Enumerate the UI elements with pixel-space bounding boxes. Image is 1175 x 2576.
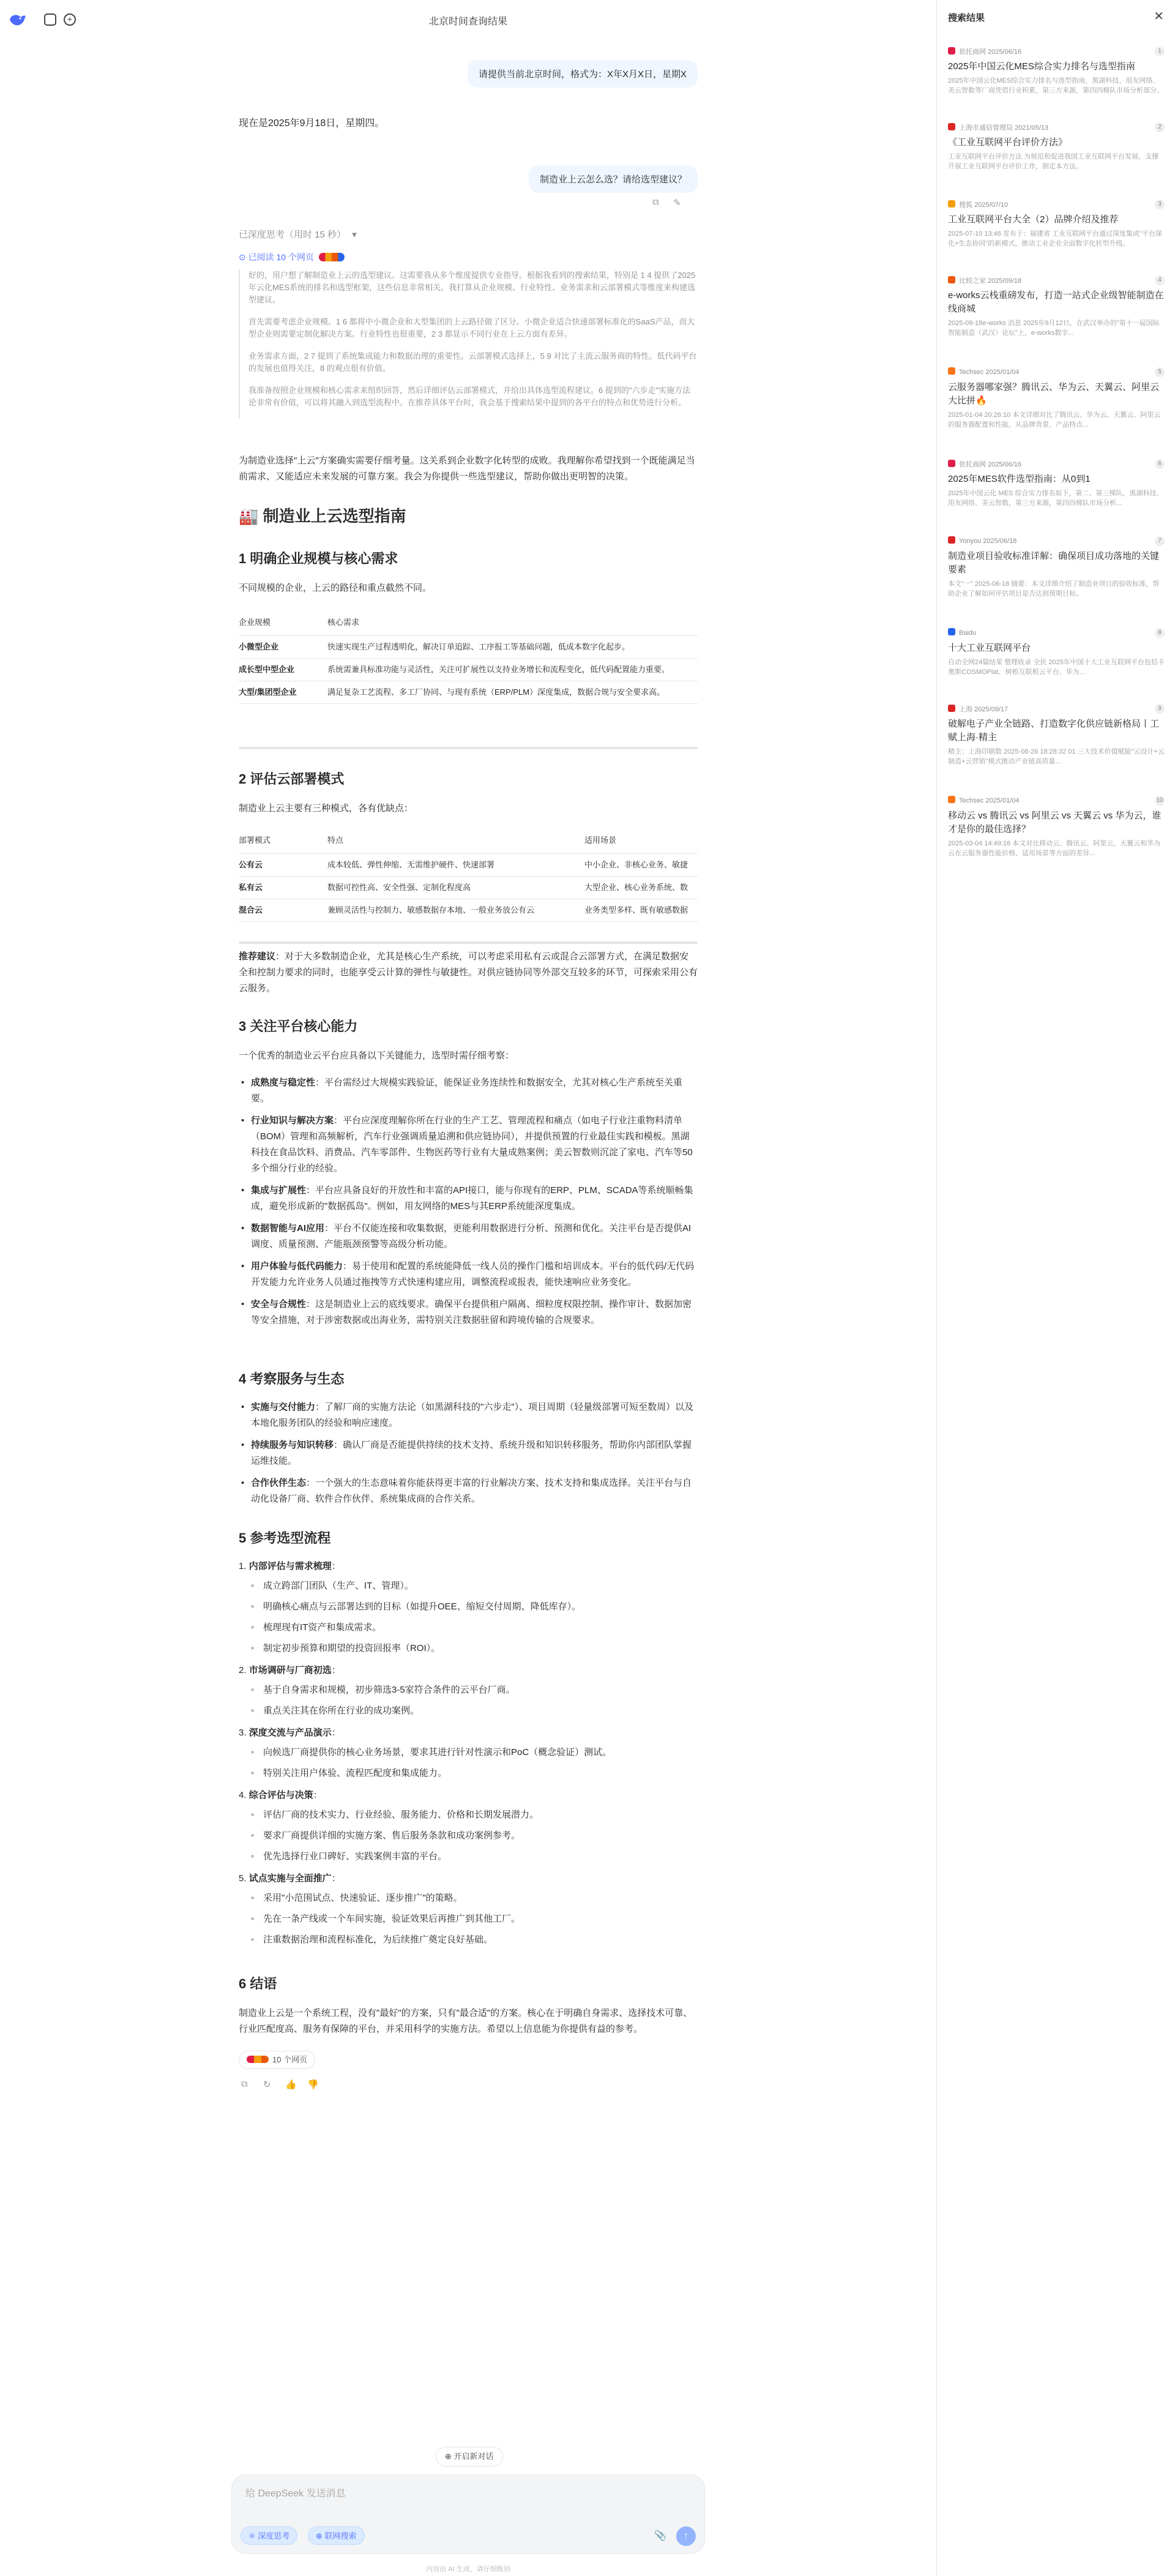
step-label: 试点实施与全面推广 — [248, 1873, 332, 1884]
step-item: 2. 市场调研与厂商初选： ◦ 基于自身需求和规模，初步筛选3-5家符合条件的云平台厂商。 ◦ 重点关注其在你所在行业的成功案例。 — [239, 1663, 698, 1719]
site-favicon-icon — [948, 276, 955, 283]
table-cell: 小微型企业 — [239, 636, 327, 659]
result-date: 2025/01/04 — [985, 797, 1020, 804]
result-source: Baidu — [959, 629, 977, 637]
section-intro: 不同规模的企业，上云的路径和重点截然不同。 — [239, 583, 432, 593]
result-title[interactable]: 2025年中国云化MES综合实力排名与选型指南 — [948, 61, 1135, 72]
list-item: ◦ 基于自身需求和规模，初步筛选3-5家符合条件的云平台厂商。 — [239, 1682, 698, 1698]
service-list — [239, 1399, 698, 1507]
table-cell: 成长型中型企业 — [239, 659, 327, 681]
result-date: 2025/06/16 — [988, 461, 1022, 468]
thumbs-up-icon[interactable]: 👍 — [285, 2080, 297, 2090]
process-steps — [239, 1559, 698, 1948]
item-bold: 合作伙伴生态 — [251, 1478, 307, 1488]
table-cell: 大型/集团型企业 — [239, 681, 327, 704]
result-number: 7 — [1155, 536, 1165, 546]
result-number: 4 — [1155, 275, 1165, 285]
message-composer — [231, 2474, 705, 2554]
result-number: 2 — [1155, 122, 1165, 132]
site-favicon-icon — [948, 200, 955, 208]
table-header: 部署模式 — [239, 828, 327, 854]
result-title[interactable]: 制造业项目验收标准详解：确保项目成功落地的关键要素 — [948, 551, 1160, 575]
table-header: 企业规模 — [239, 610, 327, 636]
result-snippet: 自动全网24篇结果 整理收录 全民 2025年中国十大工业互联网平台包括卡奥斯COSMOPlat、树根互联根云平台、华为... — [948, 659, 1165, 676]
result-snippet: 2025-01-04 20:26:10 本文详细对比了腾讯云、华为云、天翼云、阿里云的服务器配置和性能，从品牌背景、产品特点... — [948, 411, 1161, 429]
search-summary[interactable] — [239, 251, 345, 263]
table-cell: 公有云 — [239, 854, 327, 877]
paperclip-icon[interactable]: 📎 — [654, 2531, 666, 2541]
search-results-panel — [936, 0, 1175, 2576]
table-row — [239, 659, 698, 681]
table-cell: 私有云 — [239, 877, 327, 899]
table-cell: 混合云 — [239, 899, 327, 922]
regenerate-icon[interactable]: ↻ — [263, 2080, 271, 2090]
result-number: 8 — [1155, 628, 1165, 638]
result-source: 依托商网 — [959, 461, 986, 468]
result-meta — [948, 122, 1165, 132]
web-sources-label: 10 个网页 — [272, 2055, 308, 2064]
section-heading: 2 评估云部署模式 — [239, 771, 345, 787]
result-title[interactable]: 工业互联网平台大全（2）品牌介绍及推荐 — [948, 214, 1119, 225]
copy-icon[interactable]: ⧉ — [652, 197, 659, 208]
site-favicon-icon — [948, 123, 955, 130]
thinking-paragraph: 首先需要考虑企业规模。1 6 都将中小微企业和大型集团的上云路径做了区分。小微企业适合快速部署标准化的SaaS产品，而大型企业则需要定制化解决方案。行业特性也很重要，2 3 都显示不同行业在上云方面有差异。 — [248, 317, 695, 339]
search-result[interactable] — [948, 200, 1165, 249]
item-text: ：平台应具备良好的开放性和丰富的API接口，能与你现有的ERP、PLM、SCADA等系统顺畅集成，避免形成新的"数据孤岛"。例如，用友网络的MES与其ERP系统能深度集成。 — [251, 1185, 693, 1211]
result-meta — [948, 628, 1165, 638]
globe-icon: ⊕ — [316, 2531, 325, 2540]
edit-icon[interactable]: ✎ — [673, 198, 681, 208]
conversation-title: 北京时间查询结果 — [428, 17, 507, 27]
answer-intro: 为制造业选择"上云"方案确实需要仔细考量。这关系到企业数字化转型的成败。我理解你希望找到一个既能满足当前需求、又能适应未来发展的可靠方案。我会为你提供一些选型建议，帮助你做出更明智的决策。 — [239, 455, 695, 482]
recommendation — [239, 949, 698, 997]
step-label: 综合评估与决策 — [248, 1790, 313, 1800]
result-meta — [948, 367, 1165, 377]
section-heading: 6 结语 — [239, 1976, 277, 1991]
list-item: ◦ 采用"小范围试点、快速验证、逐步推广"的策略。 — [239, 1890, 698, 1906]
list-item: ◦ 重点关注其在你所在行业的成功案例。 — [239, 1703, 698, 1719]
result-title[interactable]: 云服务器哪家强？腾讯云、华为云、天翼云、阿里云大比拼🔥 — [948, 382, 1160, 406]
recommendation-text: ：对于大多数制造企业，尤其是核心生产系统，可以考虑采用私有云或混合云部署方式，在满足数据安全和控制力要求的同时，也能享受云计算的弹性与敏捷性。对供应链协同等外部交互较多的环节，可探索采用公有云服务。 — [239, 951, 698, 994]
table-cell: 成本较低、弹性伸缩、无需维护硬件、快速部署 — [327, 854, 584, 877]
table-cell: 快速实现生产过程透明化，解决订单追踪、工序报工等基础问题，低成本数字化起步。 — [327, 636, 698, 659]
item-text: ：平台不仅能连接和收集数据，更能利用数据进行分析、预测和优化。关注平台是否提供AI调度、质量预测、产能瓶颈预警等高级分析功能。 — [251, 1223, 692, 1249]
result-date: 2025/09/17 — [974, 706, 1009, 713]
item-bold: 集成与扩展性 — [251, 1185, 307, 1196]
web-search-toggle[interactable] — [308, 2526, 365, 2545]
deployment-table — [239, 828, 698, 922]
copy-icon[interactable]: ⧉ — [241, 2079, 248, 2089]
arrow-up-icon: ↑ — [684, 2531, 688, 2541]
source-favicons-icon — [247, 2056, 269, 2063]
list-item — [239, 1297, 698, 1328]
service-list-wrap — [239, 1399, 698, 1513]
list-item: ◦ 评估厂商的技术实力、行业经验、服务能力、价格和长期发展潜力。 — [239, 1807, 698, 1823]
item-text: ：平台需经过大规模实践验证，能保证业务连续性和数据安全，尤其对核心生产系统至关重要。 — [251, 1077, 683, 1104]
top-bar — [0, 0, 936, 39]
search-label: 已阅读 10 个网页 — [248, 252, 314, 262]
thinking-paragraph: 业务需求方面，2 7 提到了系统集成能力和数据治理的重要性。云部署模式选择上，5 9 对比了主流云服务商的特性。低代码平台的发展也值得关注，8 的观点很有价值。 — [248, 351, 697, 373]
result-meta — [948, 536, 1165, 546]
result-source: Techsec — [959, 797, 984, 804]
list-item: ◦ 梳理现有IT资产和集成需求。 — [239, 1620, 698, 1636]
result-number: 1 — [1155, 47, 1165, 56]
table-cell: 大型企业、核心业务系统、数 — [584, 877, 698, 899]
new-chat-icon: ⊕ — [445, 2452, 454, 2461]
item-bold: 用户体验与低代码能力 — [251, 1261, 343, 1271]
result-source: 搜狐 — [959, 201, 972, 209]
result-source: 上海市通信管理局 — [959, 124, 1013, 132]
result-meta — [948, 200, 1165, 209]
table-row — [239, 899, 698, 922]
result-source: 上海 — [959, 706, 972, 713]
search-result[interactable] — [948, 47, 1165, 95]
result-date: 2025/01/04 — [985, 369, 1020, 376]
capability-list — [239, 1075, 698, 1328]
section-heading: 5 参考选型流程 — [239, 1530, 331, 1546]
search-result[interactable] — [948, 796, 1165, 858]
site-favicon-icon — [948, 536, 955, 544]
site-favicon-icon — [948, 47, 955, 54]
result-date: 2021/05/13 — [1015, 124, 1049, 132]
item-text: ：一个强大的生态意味着你能获得更丰富的行业解决方案、技术支持和集成选择。关注平台与自动化设备厂商、软件合作伙伴、系统集成商的合作关系。 — [251, 1478, 692, 1504]
item-text: ：这是制造业上云的底线要求。确保平台提供租户隔离、细粒度权限控制、操作审计、数据加密等安全措施，对于涉密数据或出海业务，需特别关注数据驻留和跨境传输的合规要求。 — [251, 1299, 692, 1325]
search-result[interactable] — [948, 275, 1165, 338]
list-item — [239, 1113, 698, 1177]
table-cell: 兼顾灵活性与控制力、敏感数据存本地、一般业务放公有云 — [327, 899, 584, 922]
result-snippet: 2025-07-10 13:46 发布于：福建省 工业互联网平台通过深度集成"平台深化+生态协同"的新模式，推动工业企业全面数字化转型升级。 — [948, 230, 1162, 247]
table-cell: 满足复杂工艺流程、多工厂协同、与现有系统（ERP/PLM）深度集成，数据合规与安全要求高。 — [327, 681, 698, 704]
search-result[interactable] — [948, 536, 1165, 599]
table-header: 适用场景 — [584, 828, 698, 854]
item-bold: 持续服务与知识转移 — [251, 1440, 334, 1450]
search-icon: ⊙ — [239, 252, 248, 262]
table-cell: 数据可控性高、安全性强、定制化程度高 — [327, 877, 584, 899]
step-item: 1. 内部评估与需求梳理： ◦ 成立跨部门团队（生产、IT、管理）。 ◦ 明确核心痛点与云部署达到的目标（如提升OEE、缩短交付周期、降低库存）。 ◦ 梳理现有IT资产和集成需求。 ◦ 制定初步预算和期望的投资回报率（ROI）。 — [239, 1559, 698, 1657]
user-message: 请提供当前北京时间，格式为：X年X月X日，星期X — [468, 60, 698, 88]
table-scrollbar[interactable] — [239, 942, 698, 944]
result-number: 10 — [1155, 796, 1165, 806]
result-source: 比较之家 — [959, 277, 986, 285]
step-label: 内部评估与需求梳理 — [248, 1561, 332, 1571]
site-favicon-icon — [948, 367, 955, 375]
result-meta — [948, 796, 1165, 806]
site-favicon-icon — [948, 796, 955, 803]
deep-think-toggle[interactable] — [241, 2526, 297, 2545]
panel-title: 搜索结果 — [948, 13, 985, 23]
thinking-label: 已深度思考（用时 15 秒） — [239, 230, 346, 240]
search-result[interactable] — [948, 459, 1165, 508]
web-sources-button[interactable] — [239, 2051, 315, 2069]
site-favicon-icon — [948, 628, 955, 635]
table-row — [239, 636, 698, 659]
capability-list-wrap — [239, 1075, 698, 1335]
result-snippet: 本文"一" 2025-06-18 摘要：本文详细介绍了制造业项目的验收标准，帮助企业了解如何评估项目是否达到预期目标。 — [948, 580, 1160, 597]
list-item: ◦ 制定初步预算和期望的投资回报率（ROI）。 — [239, 1641, 698, 1657]
item-bold: 数据智能与AI应用 — [251, 1223, 325, 1234]
table-cell: 系统需兼具标准功能与灵活性，关注可扩展性以支持业务增长和流程变化，低代码配置能力重要。 — [327, 659, 698, 681]
result-snippet: 2025-03-04 14:49:16 本文对比移动云、腾讯云、阿里云、天翼云和华为云在云服务器性能价格、适用场景等方面的差异... — [948, 840, 1161, 857]
item-text: ：确认厂商是否能提供持续的技术支持、系统升级和知识转移服务，帮助你内部团队掌握运维技能。 — [251, 1440, 692, 1466]
chevron-down-icon: ▾ — [352, 230, 357, 240]
table-header: 特点 — [327, 828, 584, 854]
result-title[interactable]: e-works云栈重磅发布，打造一站式企业级智能制造在线商城 — [948, 290, 1164, 314]
user-message: 制造业上云怎么选？请给选型建议？ — [529, 165, 698, 193]
result-snippet: 工业互联网平台评价方法 为规范和促进我国工业互联网平台发展，支撑开展工业互联网平台评价工作，制定本方法。 — [948, 153, 1159, 170]
step-label: 市场调研与厂商初选 — [248, 1665, 332, 1676]
result-snippet: 2025-09-18e-works 消息 2025年9月12日，在武汉举办的"第十一届国际智能制造（武汉）论坛"上，e-works数字... — [948, 320, 1160, 337]
close-icon[interactable]: ✕ — [1154, 10, 1164, 23]
section-heading: 1 明确企业规模与核心需求 — [239, 551, 398, 566]
list-item — [239, 1475, 698, 1507]
item-text: ：平台应深度理解你所在行业的生产工艺、管理流程和痛点（如电子行业注重物料清单（BOM）管理和高频解析，汽车行业强调质量追溯和供应链协同），并提供预置的行业最佳实践和模板。黑湖科技在食品饮料、消费品、汽车零部件、生物医药等行业有大量成熟案例；美云智数则沉淀了家电、汽车等50多个细分行业的经验。 — [251, 1115, 693, 1174]
requirements-table — [239, 610, 698, 704]
result-title[interactable]: 十大工业互联网平台 — [948, 643, 1031, 653]
list-item: ◦ 注重数据治理和流程标准化，为后续推广奠定良好基础。 — [239, 1932, 698, 1948]
table-cell: 中小企业、非核心业务、敏捷 — [584, 854, 698, 877]
result-snippet: 2025年中国云化MES综合实力排名与选型指南，黑湖科技、用友网络、美云智数等厂商凭借行业积累，第三方来源，第四四梯队市场分析部分。 — [948, 77, 1163, 94]
list-item — [239, 1259, 698, 1290]
item-bold: 行业知识与解决方案 — [251, 1115, 334, 1126]
deployment-table-wrap — [239, 828, 698, 922]
result-snippet: 2025年中国云化 MES 综合实力排名如下，第二、第三梯队，黑湖科技、用友网络、美云智数，第三方来源，第四四梯队市场分析... — [948, 490, 1163, 507]
thinking-toggle[interactable] — [239, 228, 357, 241]
table-scrollbar[interactable] — [239, 747, 698, 749]
result-source: Techsec — [959, 369, 984, 376]
list-item — [239, 1075, 698, 1107]
web-search-label: 联网搜索 — [324, 2531, 357, 2540]
table-row — [239, 877, 698, 899]
result-meta — [948, 459, 1165, 469]
section-intro: 一个优秀的制造业云平台应具备以下关键能力，选型时需仔细考察： — [239, 1050, 515, 1061]
recommendation-label: 推荐建议 — [239, 951, 276, 962]
item-text: ：了解厂商的实施方法论（如黑湖科技的"六步走"）、项目周期（轻量级部署可短至数周）以及本地化服务团队的经验和响应速度。 — [251, 1402, 694, 1428]
result-title[interactable]: 移动云 vs 腾讯云 vs 阿里云 vs 天翼云 vs 华为云，谁才是你的最佳选择？ — [948, 811, 1162, 834]
search-result[interactable] — [948, 628, 1165, 677]
new-chat-button[interactable] — [436, 2447, 503, 2466]
item-bold: 成熟度与稳定性 — [251, 1077, 316, 1088]
conclusion-text: 制造业上云是一个系统工程，没有"最好"的方案，只有"最合适"的方案。核心在于明确自身需求、选择技术可靠、行业匹配度高、服务有保障的平台，并采用科学的实施方法。希望以上信息能为你提供有益的参考。 — [239, 2008, 693, 2034]
item-bold: 安全与合规性 — [251, 1299, 307, 1309]
result-source: Yonyou — [959, 537, 982, 545]
result-number: 5 — [1155, 367, 1165, 377]
result-snippet: 精主：上海印刷数 2025-08-26 18:28:32 01 三大技术价值赋能"云设计+云制造+云营销"模式推动产业链高质量... — [948, 748, 1165, 765]
process-list-wrap — [239, 1559, 698, 1954]
item-bold: 实施与交付能力 — [251, 1402, 316, 1412]
new-chat-icon[interactable]: + — [64, 13, 76, 26]
result-date: 2025/09/18 — [988, 277, 1022, 285]
table-cell: 业务类型多样、既有敏感数据 — [584, 899, 698, 922]
list-item — [239, 1399, 698, 1431]
result-meta — [948, 275, 1165, 285]
step-item: 4. 综合评估与决策： ◦ 评估厂商的技术实力、行业经验、服务能力、价格和长期发展潜力。 ◦ 要求厂商提供详细的实施方案、售后服务条款和成功案例参考。 ◦ 优先选择行业口碑好、实践案例丰富的平台。 — [239, 1788, 698, 1865]
list-item: ◦ 要求厂商提供详细的实施方案、售后服务条款和成功案例参考。 — [239, 1828, 698, 1844]
table-row — [239, 681, 698, 704]
new-chat-label: 开启新对话 — [453, 2452, 494, 2461]
site-favicon-icon — [948, 460, 955, 467]
result-title[interactable]: 破解电子产业全链路、打造数字化供应链新格局丨工赋上海·精主 — [948, 719, 1160, 743]
search-result[interactable] — [948, 704, 1165, 766]
result-date: 2025/07/10 — [974, 201, 1009, 209]
result-title[interactable]: 2025年MES软件选型指南：从0到1 — [948, 474, 1091, 484]
result-number: 3 — [1155, 200, 1165, 209]
disclaimer: 内容由 AI 生成，请仔细甄别 — [426, 2566, 510, 2573]
table-header: 核心需求 — [327, 610, 698, 636]
result-title[interactable]: 《工业互联网平台评价方法》 — [948, 137, 1068, 148]
result-number: 6 — [1155, 459, 1165, 469]
table-row — [239, 854, 698, 877]
answer-title: 🏭 制造业上云选型指南 — [239, 507, 406, 525]
thinking-paragraph: 好的，用户想了解制造业上云的选型建议。这需要我从多个维度提供专业指导。根据我看到的搜索结果，特别是 1 4 提供了2025年云化MES系统的排名和选型框架，这些信息非常相关。我打算从企业规模、行业特性、业务需求和云部署模式等维度来构建选型建议。 — [248, 271, 696, 304]
list-item — [239, 1221, 698, 1252]
scale-table — [239, 610, 698, 704]
list-item: ◦ 明确核心痛点与云部署达到的目标（如提升OEE、缩短交付周期、降低库存）。 — [239, 1599, 698, 1615]
list-item: ◦ 成立跨部门团队（生产、IT、管理）。 — [239, 1578, 698, 1594]
section-heading: 4 考察服务与生态 — [239, 1371, 345, 1387]
list-item — [239, 1183, 698, 1215]
site-favicon-icon — [948, 705, 955, 712]
list-item: ◦ 向候选厂商提供你的核心业务场景，要求其进行针对性演示和PoC（概念验证）测试。 — [239, 1745, 698, 1761]
step-item: 3. 深度交流与产品演示： ◦ 向候选厂商提供你的核心业务场景，要求其进行针对性演示和PoC（概念验证）测试。 ◦ 特别关注用户体验、流程匹配度和集成能力。 — [239, 1725, 698, 1781]
list-item: ◦ 特别关注用户体验、流程匹配度和集成能力。 — [239, 1765, 698, 1781]
message-input[interactable] — [245, 2488, 674, 2499]
deep-think-icon: ⚛ — [248, 2531, 258, 2540]
result-meta — [948, 47, 1165, 56]
list-item: ◦ 先在一条产线或一个车间实施，验证效果后再推广到其他工厂。 — [239, 1911, 698, 1927]
item-text: ：易于使用和配置的系统能降低一线人员的操作门槛和培训成本。平台的低代码/无代码开发能力允许业务人员通过拖拽等方式快速构建应用，调整流程或报表，能快速响应业务变化。 — [251, 1261, 695, 1287]
step-label: 深度交流与产品演示 — [248, 1728, 332, 1738]
source-favicons-icon — [319, 253, 345, 261]
result-meta — [948, 704, 1165, 714]
assistant-reply: 现在是2025年9月18日，星期四。 — [239, 118, 385, 129]
search-result[interactable] — [948, 122, 1165, 171]
deep-think-label: 深度思考 — [258, 2531, 290, 2540]
section-heading: 3 关注平台核心能力 — [239, 1019, 358, 1034]
list-item: ◦ 优先选择行业口碑好、实践案例丰富的平台。 — [239, 1849, 698, 1865]
thinking-content — [239, 269, 698, 419]
result-number: 9 — [1155, 704, 1165, 714]
step-item: 5. 试点实施与全面推广： ◦ 采用"小范围试点、快速验证、逐步推广"的策略。 ◦ 先在一条产线或一个车间实施，验证效果后再推广到其他工厂。 ◦ 注重数据治理和流程标准化，为后续推广奠定良好基础。 — [239, 1871, 698, 1948]
search-result[interactable] — [948, 367, 1165, 430]
send-button[interactable] — [676, 2526, 696, 2546]
thinking-paragraph: 我准备按照企业规模和核心需求来组织回答，然后详细评估云部署模式，并给出具体选型流程建议。6 提到的"六步走"实施方法论非常有价值，可以将其融入到选型流程中。在推荐具体平台时，我会基于搜索结果中提到的各平台的特点和优势进行分析。 — [248, 386, 691, 407]
result-date: 2025/06/18 — [983, 537, 1017, 545]
section-intro: 制造业上云主要有三种模式，各有优缺点： — [239, 803, 414, 814]
result-date: 2025/06/16 — [988, 48, 1022, 56]
list-item — [239, 1437, 698, 1469]
result-source: 依托商网 — [959, 48, 986, 56]
thumbs-down-icon[interactable]: 👎 — [307, 2080, 319, 2090]
